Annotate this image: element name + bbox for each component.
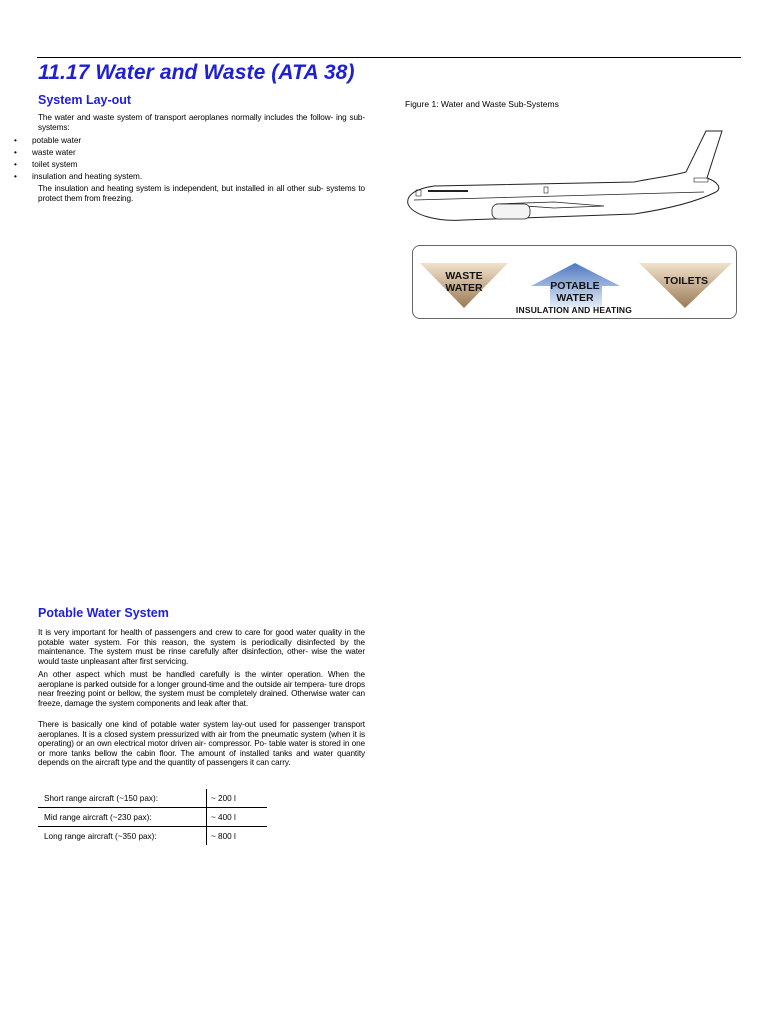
subsystem-schematic <box>412 245 737 319</box>
capacity-table <box>38 789 267 845</box>
layout-note-paragraph: The insulation and heating system is independent, but installed in all other sub- systems to protect them from freezing. <box>38 184 365 203</box>
figure-caption: Figure 1: Water and Waste Sub-Systems <box>405 99 559 109</box>
potable-paragraph-3: There is basically one kind of potable water system lay-out used for passenger transport aeroplanes. It is a closed system pressurized with air from the pneumatic system (when it is operating) or an own electrical motor driven air- compressor. Po- table water is stored in one or more tanks bellow the cabin floor. The amount of installed tanks and water quantity depends on the aircraft type and the quantity of passengers it can carry. <box>38 720 365 768</box>
section-heading-system-layout: System Lay-out <box>38 93 132 107</box>
table-cell-aircraft: Mid range aircraft (~230 pax): <box>38 808 207 827</box>
bullet-glyph: • <box>14 136 17 145</box>
list-item <box>14 135 142 147</box>
subsystem-list <box>14 135 142 183</box>
page-title: 11.17 Water and Waste (ATA 38) <box>38 61 355 84</box>
insulation-heating-label: INSULATION AND HEATING <box>515 305 633 315</box>
header-rule <box>37 57 741 58</box>
table-row <box>38 789 267 808</box>
table-cell-aircraft: Short range aircraft (~150 pax): <box>44 793 159 803</box>
potable-paragraph-1: It is very important for health of passengers and crew to care for good water quality in the potable water system. For this reason, the system is periodically disinfected by the maintenance. The system must be rinse carefully after disinfection, other- wise the water would taste unpleasant after first servicing. <box>38 628 365 666</box>
list-item-text: insulation and heating system. <box>32 172 143 181</box>
bullet-glyph: • <box>14 172 17 181</box>
list-item <box>14 159 142 171</box>
potable-paragraph-2: An other aspect which must be handled carefully is the winter operation. When the aeroplane is parked outside for a longer ground-time and the outside air tempera- ture drops near freezing point or bellow, the system must be completely drained. Otherwise water can freeze, damage the system components and leak after that. <box>38 670 365 708</box>
table-row <box>38 808 267 827</box>
table-row <box>38 827 267 846</box>
waste-water-label: WASTE WATER <box>445 270 483 294</box>
table-cell-aircraft: Long range aircraft (~350 pax): <box>38 827 207 846</box>
table-cell-quantity: ~ 400 l <box>207 808 268 827</box>
table-cell-quantity: ~ 200 l <box>207 789 268 808</box>
section-heading-potable-water: Potable Water System <box>38 606 169 620</box>
table-cell-quantity: ~ 800 l <box>207 827 268 846</box>
list-item <box>14 171 142 183</box>
aircraft-illustration <box>404 128 734 228</box>
list-item-text: toilet system <box>32 160 78 169</box>
bullet-glyph: • <box>14 160 17 169</box>
bullet-glyph: • <box>14 148 17 157</box>
toilets-label: TOILETS <box>663 275 709 287</box>
list-item <box>14 147 142 159</box>
potable-water-label: POTABLE WATER <box>550 280 600 304</box>
list-item-text: waste water <box>32 148 76 157</box>
layout-intro-paragraph: The water and waste system of transport aeroplanes normally includes the follow- ing sub-systems: <box>38 113 365 132</box>
list-item-text: potable water <box>32 136 82 145</box>
